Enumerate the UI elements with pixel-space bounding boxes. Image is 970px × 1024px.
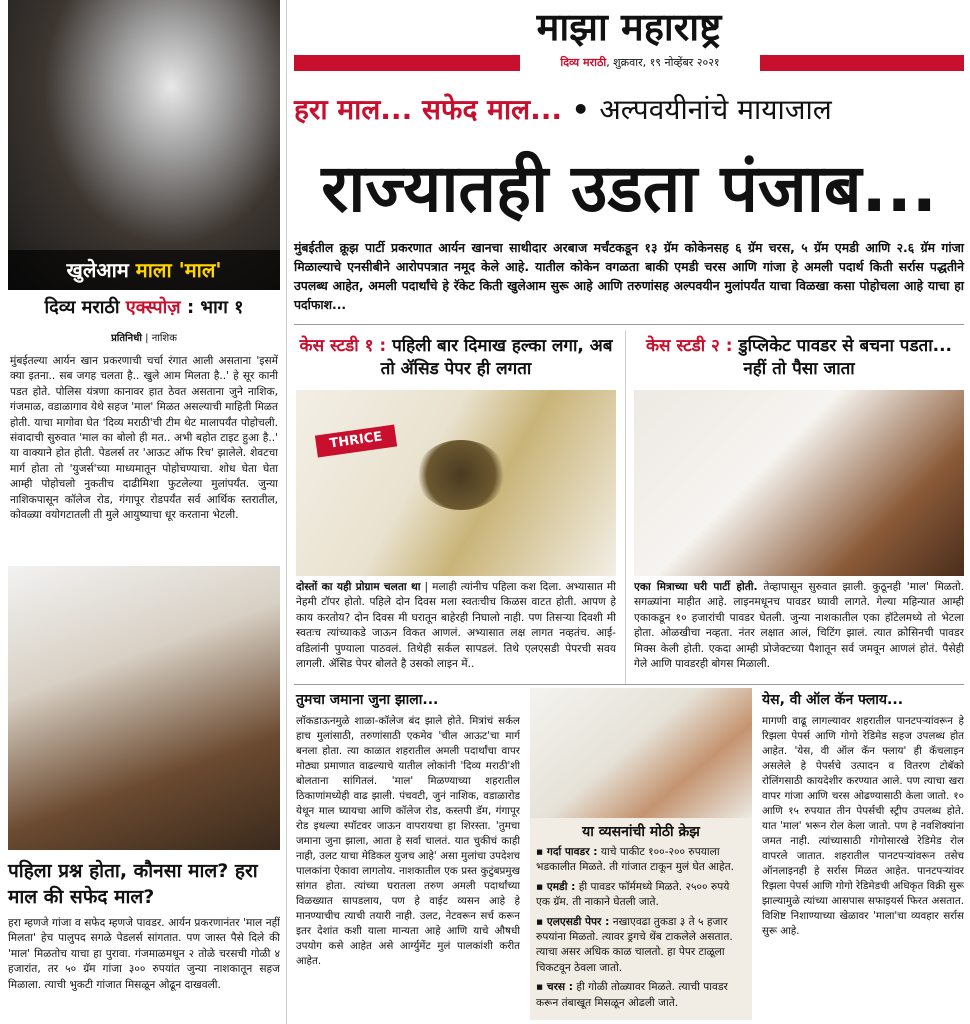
left-question: पहिला प्रश्न होता, कौनसा माल? हरा माल की सफेद माल? <box>8 860 258 908</box>
photo-caption-bar <box>8 250 280 290</box>
hand-rolling-photo <box>8 566 280 850</box>
craze-item <box>536 880 746 911</box>
fly-heading: येस, वी ऑल कॅन फ्लाय... <box>762 692 904 708</box>
herb-pile <box>416 440 506 510</box>
left-body: मुंबईतल्या आर्यन खान प्रकरणाची चर्चा रंगात आली असताना 'इसमें क्या इतना.. सब जगह चलता है.. खुले आम मिलता है..' हे सूर कानी पडत होते. पोलिस यंत्रणा कानावर हात ठेवत असताना जुने नाशिक, गंजमाळ, वडाळागाव येथे सहज 'माल' मिळत असल्याची माहिती मिळत होती. याचा मागोवा घेत 'दिव्य मराठी'ची टीम थेट मालापर्यंत पोहोचली. संवादाची सुरुवात 'माल का बोलो ही मत.. अभी बहोत टाइट हुआ है..' या वाक्याने होत होती. पेडलर्स तर 'आऊट ऑफ रिच' झालेले. शेवटचा मार्ग होता तो 'युजर्स'च्या माध्यमातून पोहोचण्याचा. शोध घेता घेता आम्ही पोहोचलो नुकतीच दाढीमिशा फुटलेल्या मुलांपर्यंत. जुन्या नाशिकपासून कॉलेज रोड, गंगापूर रोडपर्यंत सर्व आर्थिक स्तरातील, कोवळ्या वयोगटातली ती मुले आयुष्याचा धूर करताना भेटली. <box>10 355 278 522</box>
column-divider <box>286 0 287 1024</box>
case1-label: केस स्टडी १ : <box>299 336 387 356</box>
craze-item-text: ही गोळी तोळ्यावर मिळते. त्याची पावडर करून तंबाखूत मिसळून ओढली जाते. <box>536 981 728 1009</box>
left-bottom-body: हरा म्हणजे गांजा व सफेद म्हणजे पावडर. आर्यन प्रकरणानंतर 'माल नहीं मिलता' हेच पालुपद सगळे पेडलर्स सांगतात. पण जास्त पैसे दिले की 'माल' मिळतोच याचा हा पुरावा. गंजमाळमधून २ तोळे चरसची गोळी ४ हजारांत, तर ५० ग्रॅम गांजा ३०० रुपयांत जुन्या नाशकातून सहज मिळाला. त्याची भुकटी गांजात मिसळून ओढून दाखवली. <box>8 917 280 991</box>
byline <box>8 330 280 344</box>
craze-item-title: ▪ गर्दा पावडर : <box>536 846 598 858</box>
series-tail: : भाग १ <box>186 297 244 318</box>
main-headline: राज्यातही उडता पंजाब... <box>321 150 937 227</box>
case2-body <box>634 580 964 680</box>
series-label <box>8 294 280 322</box>
mid-divider <box>294 684 964 685</box>
craze-photo <box>530 688 752 818</box>
lead-paragraph: मुंबईतील क्रूझ पार्टी प्रकरणात आर्यन खानचा साथीदार अरबाज मर्चंटकडून १३ ग्रॅम कोकेनसह ६ ग्रॅम चरस, ५ ग्रॅम एमडी आणि २.६ ग्रॅम गांजा मिळाल्याचे एनसीबीने आरोपपत्रात नमूद केले आहे. यातील कोकेन वगळता बाकी एमडी चरस आणि गांजा हे अमली पदार्थ किती सर्रास पद्धतीने उपलब्ध आहेत, अमली पदार्थांचे हे रॅकेट किती खुलेआम सुरू आहे आणि तरुणांसह अल्पवयीन मुलांपर्यंत याचा विळखा कसा पोहोचला आहे याचा हा पर्दाफाश... <box>294 240 964 312</box>
masthead-title: माझा महाराष्ट्र <box>536 4 722 49</box>
case2-lead: एका मित्राच्या घरी पार्टी होती. <box>634 581 758 593</box>
craze-item <box>536 915 746 977</box>
craze-item-text: ही पावडर फॉर्ममध्ये मिळते. २५०० रुपये एक ग्रॅम. ती नाकाने घेतली जाते. <box>536 880 730 909</box>
craze-list <box>536 845 746 1011</box>
byline-place: नाशिक <box>151 333 177 344</box>
edition-name: दिव्य मराठी <box>560 56 607 69</box>
case1-text: | मलाही त्यांनीच पहिला कश दिला. अभ्यासात मी नेहमी टॉपर होतो. पहिले दोन दिवस मला स्वतःचीच किळस वाटत होती. आपण हे काय करतोय? दोन दिवस मी घरातून बाहेरही निघालो नाही. पण तिसऱ्या दिवशी मी स्वतःच त्यांच्याकडे जाऊन विकत आणलं. अभ्यासात लक्ष लागत नव्हतंच. आई-वडिलांनी पुण्याला पाठवलं. तिथेही सर्कल सापडलं. तिथे एलएसडी पेपरची सवय लागली. ॲसिड पेपर बोलते है उसको लाइन में.. <box>296 581 616 671</box>
series-black: दिव्य मराठी <box>44 297 120 318</box>
case1-heading <box>296 335 616 381</box>
lead-divider <box>294 324 964 325</box>
craze-box <box>530 818 752 1020</box>
caption-yellow: माला 'माल' <box>135 258 222 282</box>
kicker-red: हरा माल... सफेद माल... <box>294 93 562 126</box>
craze-item-text: याचे पाकीट १००-२०० रुपयाला भडकालीत मिळते. ती गांजात टाकून मुलं घेत आहेत. <box>536 846 734 874</box>
date-text: , शुक्रवार, १९ नोव्हेंबर २०२१ <box>606 56 720 69</box>
craze-item <box>536 845 746 876</box>
case2-label: केस स्टडी २ : <box>645 336 733 356</box>
kicker-bullet: • <box>571 93 590 126</box>
craze-heading: या व्यसनांची मोठी क्रेझ <box>582 824 700 840</box>
craze-item-title: ▪ एमडी : <box>536 880 576 893</box>
case2-photo <box>634 390 964 576</box>
craze-item-title: ▪ चरस : <box>536 981 574 994</box>
craze-item-text: नखाएवढा तुकडा ३ ते ५ हजार रुपयांना मिळतो. त्यावर ड्रगचे थेंब टाकलेले असतात. त्याचा असर अधिक काळ चालतो. हा पेपर टाळूला चिकटवून ठेवला जातो. <box>536 915 733 974</box>
case2-text: तेव्हापासून सुरुवात झाली. कुठूनही 'माल' मिळतो. सगळ्यांना माहीत आहे. लाइनमधूनच पावडर घ्यावी लागते. गेल्या महिन्यात आम्ही एकाकडून १० हजारांची पावडर घेतली. जुन्या नाशकातील एका हॉटेलमध्ये तो भेटला होता. ओळखीचा नव्हता. नंतर लक्षात आलं, चिटिंग झालं. त्यात क्रोसिनची पावडर मिक्स केली होती. एकदा आम्ही प्रोजेक्टच्या पैशातून सर्व जमवून आणलं होतं. पैसेही गेले आणि पावडरही बोगस मिळाली. <box>634 581 964 671</box>
thrice-pack: THRICE <box>315 425 397 458</box>
case2-title: डुप्लिकेट पावडर से बचना पडता... नहीं तो पैसा जाता <box>738 336 953 379</box>
masthead-dateline <box>520 53 760 73</box>
case1-photo <box>296 390 616 576</box>
fly-body: मागणी वाढू लागल्यावर शहरातील पानटपऱ्यांवरून हे रिझला पेपर्स आणि गोगो रेडिमेड सहज उपलब्ध होत आहेत. 'येस, वी ऑल कॅन फ्लाय' ही कॅचलाइन असलेले हे पेपर्सचे उत्पादन व वितरण टोबॅको रोलिंगसाठी कायदेशीर करण्यात आले. पण त्याचा खरा वापर गांजा आणि चरस ओढण्यासाठी केला जातो. १० आणि १५ रुपयात तीन पेपर्सची स्ट्रीप उपलब्ध होते. यात 'माल' भरून रोल केला जातो. पण हे नवशिक्यांना जमत नाही. त्यांच्यासाठी गोगोसारखे रेडिमेड रोल वापरले जातात. शहरातील पानटपऱ्यांवरून तसेच ऑनलाइनही हे सर्रास मिळत आहेत. पानटपऱ्यांवर रिझला पेपर्स आणि गोगो रेडिमेडची अधिकृत विक्री सुरू झाल्यामुळे त्यांच्या आसपास सफाइयर्स फिरत असतात. विशिष्ट निशाण्याच्या खेळावर 'माला'चा व्यवहार सर्रास सुरू आहे. <box>762 715 964 937</box>
byline-sep: | <box>145 333 149 344</box>
case1-lead: दोस्तों का यही प्रोग्राम चलता था <box>296 581 421 593</box>
case-divider <box>625 330 626 685</box>
zamana-heading: तुमचा जमाना जुना झाला... <box>296 692 439 708</box>
craze-item-title: ▪ एलएसडी पेपर : <box>536 915 610 928</box>
smoking-photo <box>8 0 280 290</box>
series-red: एक्स्पोज़ <box>125 297 181 318</box>
craze-item <box>536 980 746 1011</box>
kicker-black: अल्पवयीनांचे मायाजाल <box>599 93 832 126</box>
zamana-body: लॉकडाऊनमुळे शाळा-कॉलेज बंद झाले होते. मित्रांचं सर्कल हाच मुलांसाठी, तरुणांसाठी एकमेव 'चील आऊट'चा मार्ग बनला होता. त्या काळात शहरातील अमली पदार्थांचा वापर मोठ्या प्रमाणात वाढल्याचे यातील लोकांनी 'दिव्य मराठी'शी बोलताना सांगितलं. 'माल' मिळण्याच्या शहरातील ठिकाणांमध्येही वाढ झाली. पंचवटी, जुनं नाशिक, वडाळारोड येथून माल घ्यायचा आणि कॉलेज रोड, कस्तपी डॅम, गंगापूर रोड इथल्या स्पॉटवर जाऊन वापरायचा हा शिरस्ता. 'तुमचा जमाना जुना झाला, आता हे सर्वा चालतं. यात चुकीचं काही नाही, उलट याचा मेडिकल युजच आहे' असा मुलांचा उपदेशच पालकांना ऐकावा लागतोय. नाशकातील एक प्रस्त कुटुंबप्रमुख सांगत होता. त्यांच्या घरातला तरुण अमली पदार्थांच्या विळख्यात सापडलाय, पण हे वाईट व्यसन आहे हे मानण्याचीच त्याची तयारी नाही. उलट, नेटवरून सर्च करून इतर देशांत कशी याला मान्यता आहे आणि याचे औषधी उपयोग कसे आहेत असे आर्ग्युमेंट मुलं पालकांशी करीत आहेत. <box>296 715 520 967</box>
caption-white: खुलेआम <box>66 258 129 282</box>
case1-body <box>296 580 616 680</box>
byline-name: प्रतिनिधी <box>111 333 142 344</box>
kicker <box>294 92 964 128</box>
case2-heading <box>634 335 964 381</box>
case1-title: पहिली बार दिमाख हल्का लगा, अब तो ॲसिड पेपर ही लगता <box>380 336 613 379</box>
